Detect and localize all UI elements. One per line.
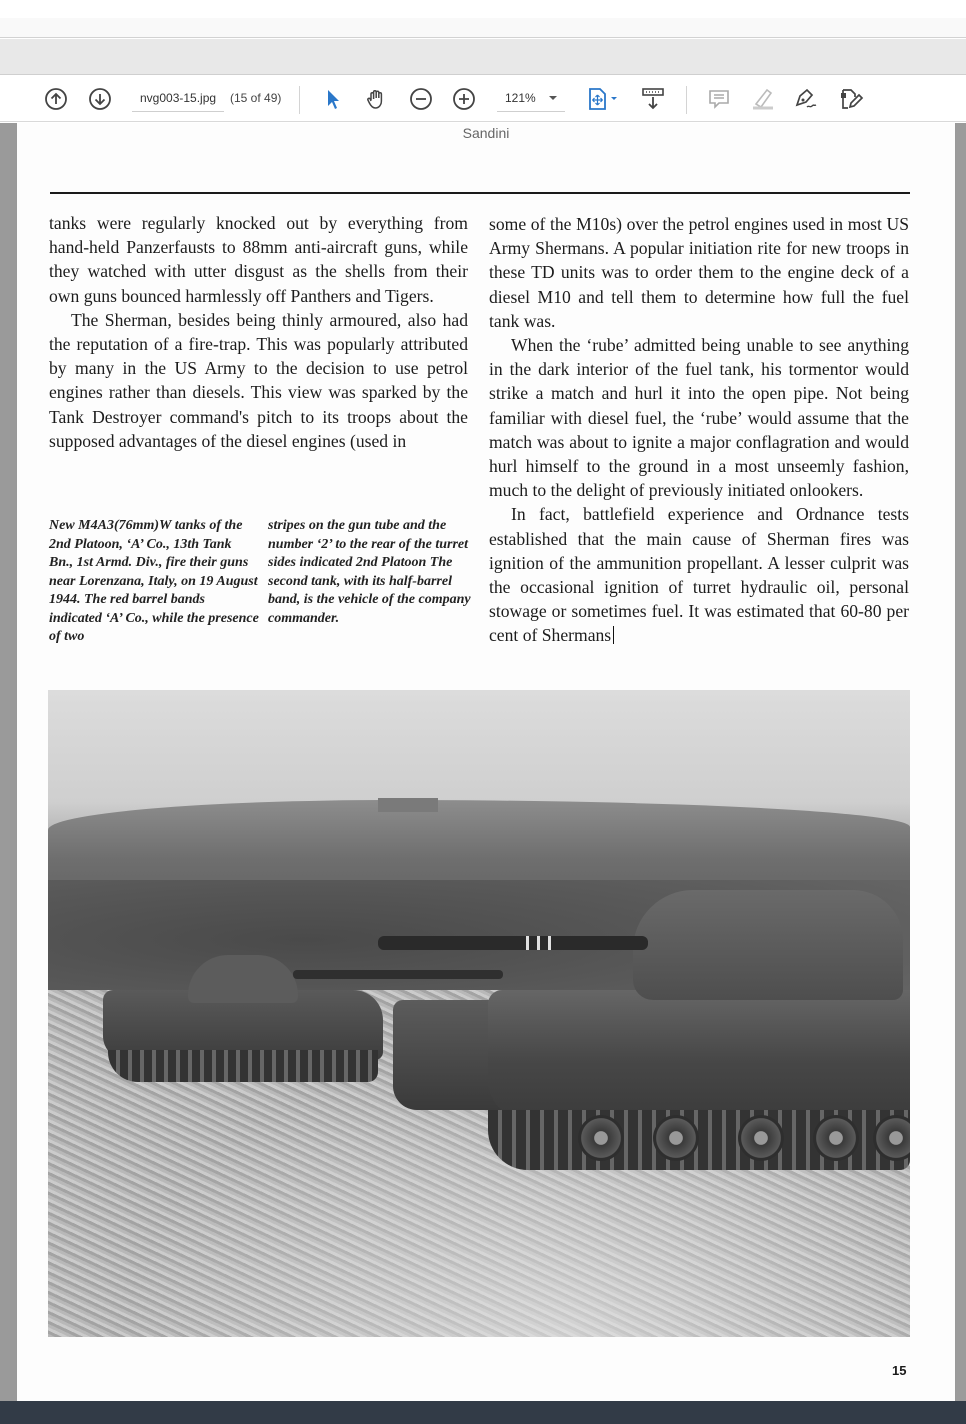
paragraph-text: In fact, battlefield experience and Ordnance tests established that the main cause of Sherman fires was ignition of the ammunition propellant. A lesser culprit was the occasional ignition of turret hydraulic oil, personal stowage or sometimes fuel. It was estimated that 60-80 per cent of Shermans [489,504,909,646]
tank-photo [48,690,910,1337]
fill-sign-icon [793,87,819,111]
plus-circle-icon [452,87,476,111]
arrow-down-circle-icon [88,87,112,111]
document-viewport[interactable] [0,123,966,1401]
photo-tank-left-turret [188,955,298,1003]
page-number: 15 [892,1363,907,1378]
next-page-button[interactable] [87,86,113,112]
fill-sign-button[interactable] [793,86,819,112]
highlighter-icon [750,87,776,111]
photo-tank-left-gun [293,970,503,979]
photo-road-wheel [653,1115,699,1161]
highlight-button[interactable] [750,86,776,112]
edit-document-button[interactable] [838,86,864,112]
paragraph: some of the M10s) over the petrol engines used in most US Army Shermans. A popular initiation rite for new troops in these TD units was to order them to the engine deck of a diesel M10 and tell them to determine how full the fuel tank was. [489,214,909,331]
fit-page-icon [586,87,620,111]
photo-tank-left-tracks [108,1050,378,1082]
scroll-mode-icon [641,87,665,111]
right-column [489,212,909,648]
comment-icon [707,87,731,111]
header-rule [50,192,910,194]
hand-tool-button[interactable] [363,86,389,112]
comment-button[interactable] [706,86,732,112]
pointer-icon [323,88,343,110]
arrow-up-circle-icon [44,87,68,111]
photo-road-wheel [813,1115,859,1161]
title-strip [0,18,966,38]
document-page [17,123,955,1401]
photo-road-wheel [738,1115,784,1161]
tab-band [0,39,966,75]
paragraph [489,502,909,647]
page-count: (15 of 49) [230,91,282,105]
photo-tank-front-turret [633,890,903,1000]
filename-field[interactable]: nvg003-15.jpg [132,90,224,112]
window-top [0,0,966,18]
bottom-bar [0,1401,966,1424]
select-tool-button[interactable] [320,86,346,112]
paragraph: When the ‘rube’ admitted being unable to see anything in the dark interior of the fuel tank, his tormentor would strike a match and hurl it into the open pipe. Not being familiar with diesel fuel, the ‘rube’ would assume that the match was about to ignite a major conflagration and would hurl himself to the ground in a most unseemly fashion, much to the delight of previously initiated onlookers. [489,335,909,501]
toolbar-divider [299,86,300,114]
minus-circle-icon [409,87,433,111]
prev-page-button[interactable] [43,86,69,112]
photo-caption-part-2: stripes on the gun tube and the number ‘2’ to the rear of the turret sides indicated 2nd Platoon The second tank, with its half-barrel band, is the vehicle of the company commander. [268,518,471,626]
photo-barrel-stripe [537,936,540,950]
photo-barrel-stripe [526,936,529,950]
photo-caption-part-1: New M4A3(76mm)W tanks of the 2nd Platoon, ‘A’ Co., 13th Tank Bn., 1st Armd. Div., fire their guns near Lorenzana, Italy, on 19 August 1944. The red barrel bands indicated ‘A’ Co., while the presence of two [49,518,259,644]
fit-page-button[interactable] [584,86,622,112]
zoom-level-dropdown[interactable] [497,90,565,112]
scroll-mode-button[interactable] [640,86,666,112]
left-column [49,211,468,453]
vertical-scrollbar[interactable] [956,123,966,1401]
viewer-toolbar [0,76,966,122]
photo-barrel-stripe [548,936,551,950]
hand-icon [364,87,388,111]
zoom-level-value: 121% [505,91,536,105]
left-gutter [0,123,16,1401]
toolbar-divider [686,86,687,114]
photo-tank-front-gun [378,936,648,950]
running-head: Sandini [462,125,510,141]
edit-document-icon [838,87,864,111]
photo-hilltop-building [378,798,438,812]
text-cursor [613,626,614,644]
zoom-out-button[interactable] [408,86,434,112]
photo-road-wheel [578,1115,624,1161]
zoom-in-button[interactable] [451,86,477,112]
paragraph: The Sherman, besides being thinly armoured, also had the reputation of a fire-trap. This was popularly attributed by many in the US Army to the decision to use petrol engines rather than diesels. This view was sparked by the Tank Destroyer command's pitch to its troops about the supposed advantages of the diesel engines (used in [49,309,468,451]
photo-tank-front [488,990,910,1120]
paragraph: tanks were regularly knocked out by everything from hand-held Panzerfausts to 88mm anti-aircraft guns, while they watched with utter disgust as the shells from their own guns bounced harmlessly off Panthers and Tigers. [49,213,468,306]
chevron-down-icon [549,96,557,100]
